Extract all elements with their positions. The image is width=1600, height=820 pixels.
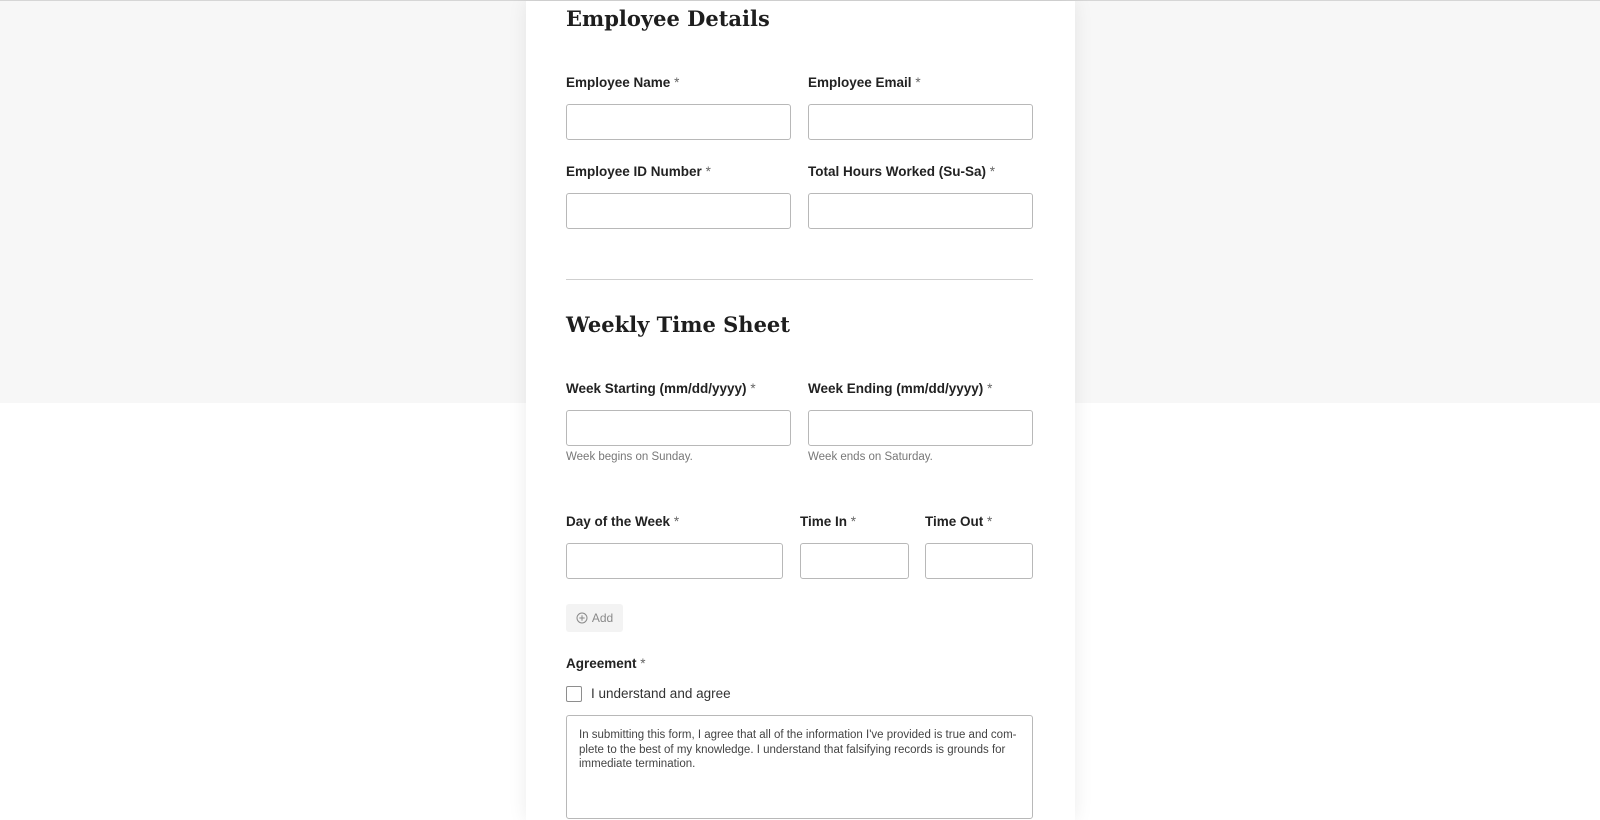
required-mark: * bbox=[705, 164, 711, 179]
required-mark: * bbox=[850, 514, 857, 529]
time-in-label: Time In * bbox=[800, 514, 857, 529]
time-in-input[interactable] bbox=[800, 543, 909, 579]
week-starting-label: Week Starting (mm/dd/yyyy) * bbox=[566, 381, 756, 396]
employee-id-label: Employee ID Number * bbox=[566, 164, 711, 179]
day-of-week-label: Day of the Week * bbox=[566, 514, 680, 529]
employee-email-input[interactable] bbox=[808, 104, 1033, 140]
week-starting-hint: Week begins on Sunday. bbox=[566, 451, 693, 463]
total-hours-input[interactable] bbox=[808, 193, 1033, 229]
employee-name-input[interactable] bbox=[566, 104, 791, 140]
required-mark: * bbox=[915, 75, 921, 90]
time-out-label: Time Out * bbox=[925, 514, 993, 529]
required-mark: * bbox=[989, 164, 996, 179]
employee-details-title: Employee Details bbox=[566, 6, 770, 31]
form-card bbox=[526, 1, 1075, 820]
employee-email-label: Employee Email * bbox=[808, 75, 921, 90]
required-mark: * bbox=[987, 381, 993, 396]
agreement-checkbox-label[interactable]: I understand and agree bbox=[591, 686, 731, 701]
add-row-button[interactable] bbox=[566, 604, 623, 632]
week-starting-input[interactable] bbox=[566, 410, 791, 446]
employee-id-input[interactable] bbox=[566, 193, 791, 229]
employee-name-label: Employee Name * bbox=[566, 75, 680, 90]
week-ending-label: Week Ending (mm/dd/yyyy) * bbox=[808, 381, 993, 396]
required-mark: * bbox=[673, 514, 680, 529]
weekly-time-sheet-title: Weekly Time Sheet bbox=[566, 312, 790, 337]
total-hours-label: Total Hours Worked (Su-Sa) * bbox=[808, 164, 996, 179]
agreement-label: Agreement * bbox=[566, 656, 646, 671]
plus-circle-icon bbox=[576, 612, 588, 624]
week-ending-hint: Week ends on Saturday. bbox=[808, 451, 933, 463]
week-ending-input[interactable] bbox=[808, 410, 1033, 446]
required-mark: * bbox=[750, 381, 756, 396]
time-out-input[interactable] bbox=[925, 543, 1033, 579]
agreement-text-box[interactable] bbox=[566, 715, 1033, 819]
day-of-week-input[interactable] bbox=[566, 543, 783, 579]
section-divider bbox=[566, 279, 1033, 280]
required-mark: * bbox=[987, 514, 993, 529]
agreement-checkbox[interactable] bbox=[566, 686, 582, 702]
add-button-label: Add bbox=[591, 611, 614, 625]
agreement-text: In submitting this form, I agree that all of the information I've provided is true and com-plete to the best of my knowledge. I understand that falsifying records is grounds for immediate termination. bbox=[579, 729, 1017, 770]
required-mark: * bbox=[674, 75, 680, 90]
required-mark: * bbox=[640, 656, 646, 671]
